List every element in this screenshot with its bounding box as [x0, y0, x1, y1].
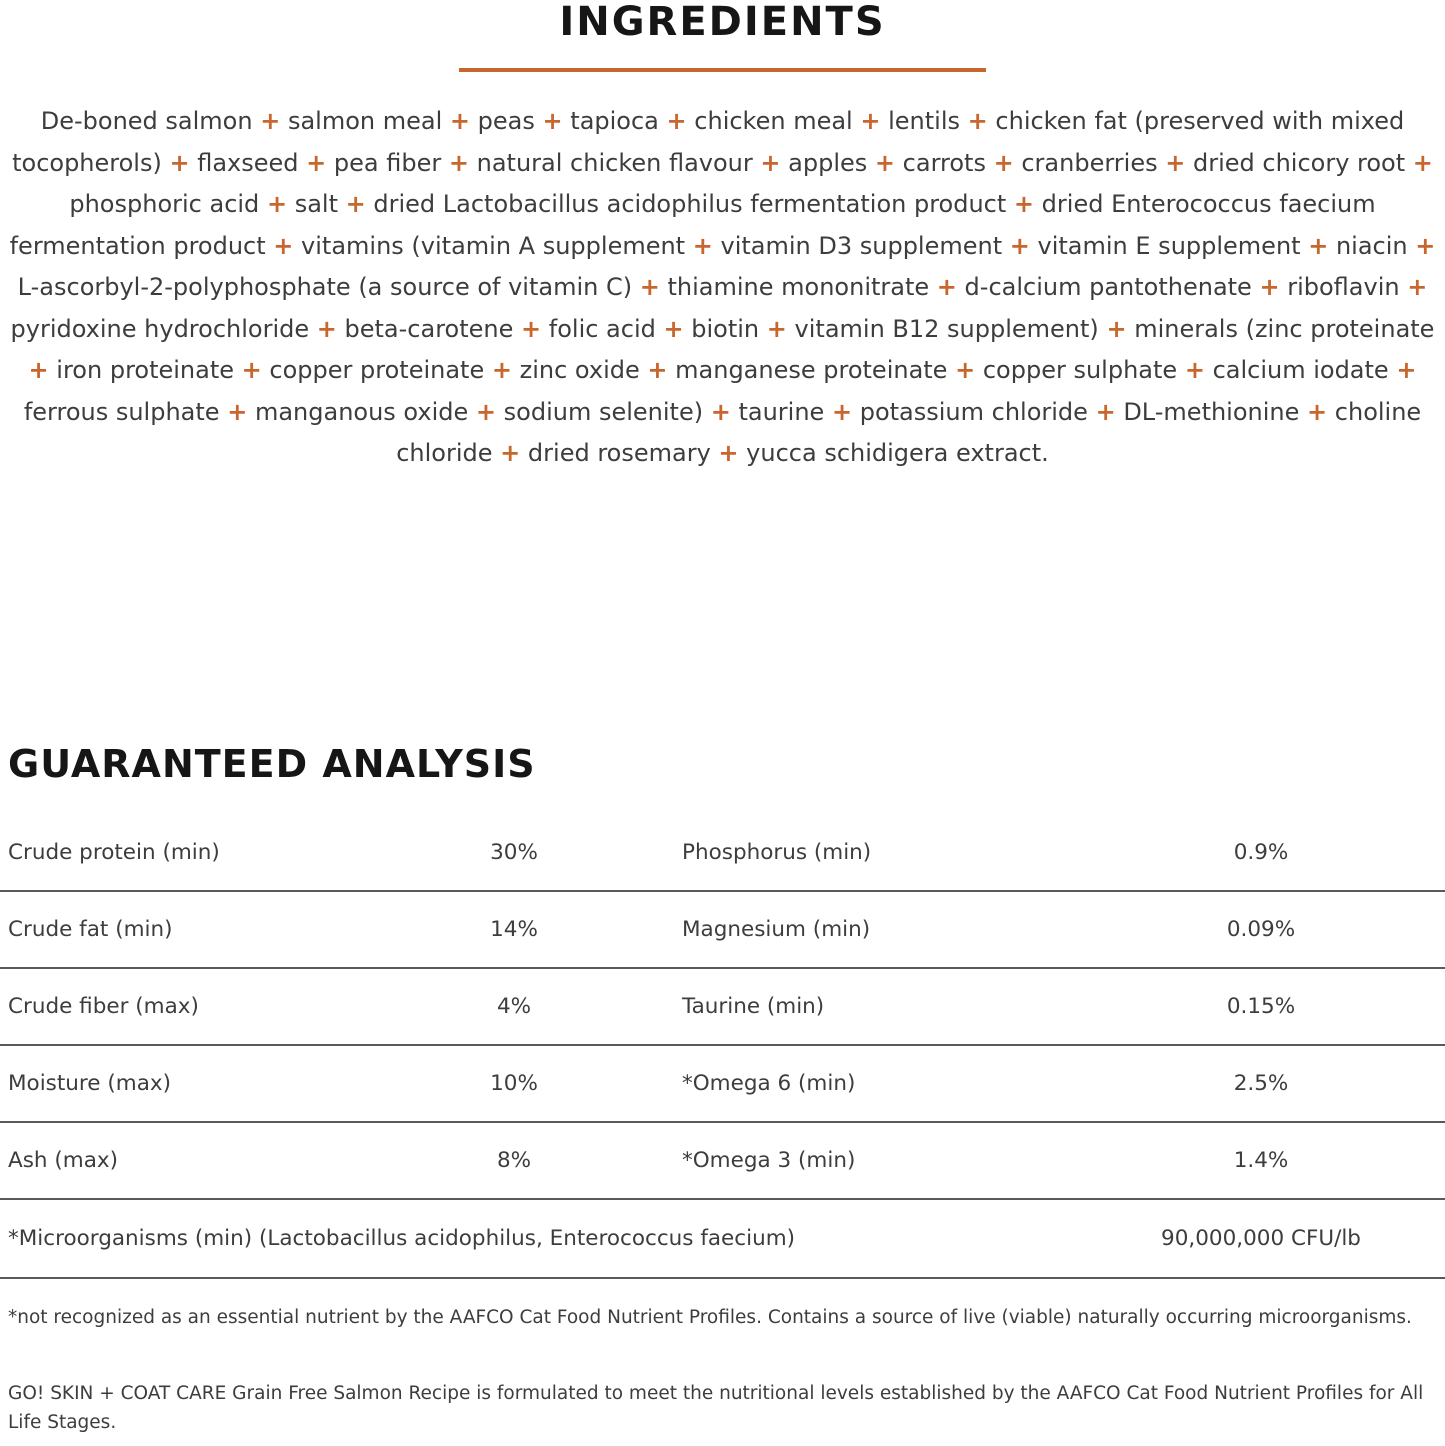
- nutrient-value: 0.15%: [1226, 993, 1296, 1019]
- plus-separator-icon: +: [1106, 314, 1127, 343]
- nutrient-label: Moisture (max): [8, 1070, 171, 1096]
- plus-separator-icon: +: [169, 148, 190, 177]
- nutrient-label: Crude fiber (max): [8, 993, 199, 1019]
- nutrient-label: Crude protein (min): [8, 839, 220, 865]
- plus-separator-icon: +: [647, 356, 668, 384]
- plus-separator-icon: +: [710, 397, 731, 426]
- plus-separator-icon: +: [967, 107, 988, 135]
- ingredients-title: INGREDIENTS: [559, 0, 886, 45]
- plus-separator-icon: +: [993, 148, 1014, 177]
- nutrient-label: Phosphorus (min): [682, 839, 872, 865]
- plus-separator-icon: +: [260, 107, 281, 135]
- plus-separator-icon: +: [1396, 356, 1417, 384]
- plus-separator-icon: +: [491, 356, 512, 384]
- nutrient-value: 4%: [496, 993, 532, 1019]
- nutrient-value: 2.5%: [1233, 1070, 1289, 1096]
- table-row: [0, 815, 1445, 892]
- nutrient-value: 30%: [490, 839, 538, 865]
- plus-separator-icon: +: [449, 107, 471, 135]
- plus-separator-icon: +: [306, 148, 327, 177]
- aafco-footnote: *not recognized as an essential nutrient by the AAFCO Cat Food Nutrient Profiles. Contains a source of live (viable) naturally occurring microorganisms.: [8, 1306, 1412, 1328]
- table-row: [0, 892, 1445, 969]
- table-row: [0, 1046, 1445, 1123]
- plus-separator-icon: +: [1184, 356, 1205, 384]
- table-row: [0, 969, 1445, 1046]
- table-row: [0, 1123, 1445, 1200]
- nutrient-value: 8%: [496, 1147, 532, 1173]
- plus-separator-icon: +: [955, 356, 976, 384]
- plus-separator-icon: +: [1165, 148, 1186, 177]
- plus-separator-icon: +: [860, 107, 881, 135]
- nutrient-label: Ash (max): [8, 1147, 118, 1173]
- plus-separator-icon: +: [663, 314, 684, 343]
- plus-separator-icon: +: [1009, 231, 1030, 260]
- plus-separator-icon: +: [316, 314, 337, 343]
- plus-separator-icon: +: [766, 314, 787, 343]
- nutrient-label: *Omega 3 (min): [682, 1147, 856, 1173]
- plus-separator-icon: +: [28, 356, 49, 384]
- plus-separator-icon: +: [1412, 148, 1433, 177]
- microorganisms-value: 90,000,000 CFU/lb: [1161, 1225, 1361, 1251]
- guaranteed-analysis-title: GUARANTEED ANALYSIS: [8, 741, 536, 786]
- plus-separator-icon: +: [475, 397, 496, 426]
- plus-separator-icon: +: [345, 190, 366, 218]
- plus-separator-icon: +: [1095, 397, 1116, 426]
- plus-separator-icon: +: [273, 231, 294, 260]
- orange-divider-rule: [459, 68, 986, 72]
- plus-separator-icon: +: [448, 148, 469, 177]
- analysis-table: [0, 815, 1445, 1279]
- nutrient-label: *Omega 6 (min): [682, 1070, 856, 1096]
- plus-separator-icon: +: [1259, 273, 1280, 301]
- formulation-statement: GO! SKIN + COAT CARE Grain Free Salmon Recipe is formulated to meet the nutritional levels established by the AAFCO Cat Food Nutrient Profiles for All Life Stages.: [8, 1382, 1424, 1433]
- nutrient-value: 14%: [490, 916, 538, 942]
- plus-separator-icon: +: [831, 397, 853, 426]
- nutrient-label: Crude fat (min): [8, 916, 173, 942]
- plus-separator-icon: +: [760, 148, 781, 177]
- nutrient-label: Taurine (min): [682, 993, 825, 1019]
- nutrient-value: 0.09%: [1226, 916, 1296, 942]
- analysis-rows-container: [0, 815, 1445, 1200]
- plus-separator-icon: +: [874, 148, 896, 177]
- plus-separator-icon: +: [639, 273, 660, 301]
- plus-separator-icon: +: [542, 107, 563, 135]
- nutrient-value: 10%: [490, 1070, 538, 1096]
- plus-separator-icon: +: [692, 231, 713, 260]
- plus-separator-icon: +: [936, 273, 957, 301]
- plus-separator-icon: +: [241, 356, 262, 384]
- plus-separator-icon: +: [266, 190, 288, 218]
- plus-separator-icon: +: [500, 439, 521, 467]
- plus-separator-icon: +: [1307, 397, 1328, 426]
- microorganisms-label: *Microorganisms (min) (Lactobacillus acidophilus, Enterococcus faecium): [8, 1225, 796, 1251]
- nutrient-value: 0.9%: [1233, 839, 1289, 865]
- nutrient-label: Magnesium (min): [682, 916, 871, 942]
- plus-separator-icon: +: [521, 314, 542, 343]
- plus-separator-icon: +: [1415, 231, 1436, 260]
- table-row-microorganisms: [0, 1200, 1445, 1279]
- ingredients-text: De-boned salmon + salmon meal + peas + tapioca + chicken meal + lentils + chicken fat (preserved with mixed tocopherols) + flaxseed + pea fiber + natural chicken flavour + apples + carrots + cranberries + dried chicory root + phosphoric acid + salt + dried Lactobacillus acidophilus fermentation product + dried Enterococcus faecium fermentation product + vitamins (vitamin A supplement + vitamin D3 supplement + vitamin E supplement + niacin + L-ascorbyl-2-polyphosphate (a source of vitamin C) + thiamine mononitrate + d-calcium pantothenate + riboflavin + pyridoxine hydrochloride + beta-carotene + folic acid + biotin + vitamin B12 supplement) + minerals (zinc proteinate + iron proteinate + copper proteinate + zinc oxide + manganese proteinate + copper sulphate + calcium iodate + ferrous sulphate + manganous oxide + sodium selenite) + taurine + potassium chloride + DL-methionine + choline chloride + dried rosemary + yucca schidigera extract.: [9, 107, 1436, 467]
- plus-separator-icon: +: [666, 107, 687, 135]
- plus-separator-icon: +: [227, 397, 248, 426]
- plus-separator-icon: +: [1013, 190, 1035, 218]
- plus-separator-icon: +: [1308, 231, 1329, 260]
- plus-separator-icon: +: [1407, 273, 1428, 301]
- nutrient-value: 1.4%: [1233, 1147, 1289, 1173]
- plus-separator-icon: +: [718, 439, 739, 467]
